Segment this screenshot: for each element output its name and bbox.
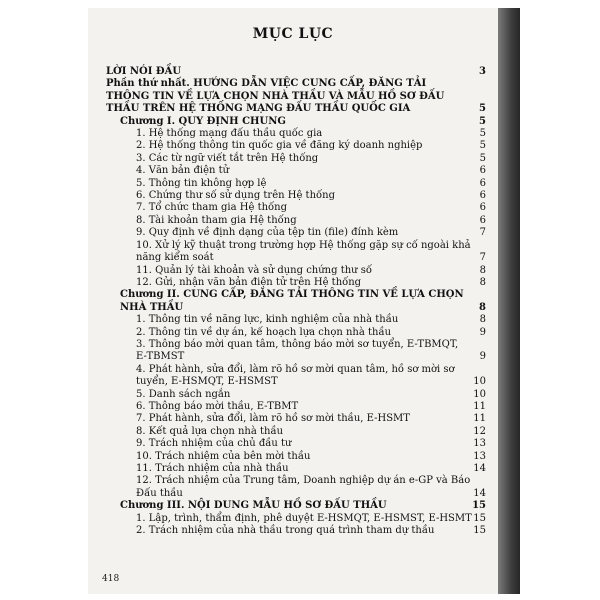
toc-entry xyxy=(106,314,486,326)
toc-entry-text: 5. Danh sách ngắn xyxy=(136,388,231,400)
toc-entry-page: 14 xyxy=(473,463,486,474)
toc-entry-text: 12. Trách nhiệm của Trung tâm, Doanh nghiệp dự án e-GP và Báo Đấu thầu xyxy=(136,475,471,499)
toc-entry-text: Phần thứ nhất. HƯỚNG DẪN VIỆC CUNG CẤP, ĐĂNG TẢI THÔNG TIN VỀ LỰA CHỌN NHÀ THẦU VÀ MẪU HỒ SƠ ĐẤU THẦU TRÊN HỆ THỐNG MẠNG ĐẤU THẦU QUỐC GIA xyxy=(106,78,445,115)
toc-entry-page: 15 xyxy=(473,512,486,524)
toc-entry-page: 5 xyxy=(479,152,486,164)
toc-entry-text: 7. Phát hành, sửa đổi, làm rõ hồ sơ mời thầu, E-HSMT xyxy=(136,413,410,425)
toc-entry xyxy=(106,153,486,165)
toc-entry-text: Chương II. CUNG CẤP, ĐĂNG TẢI THÔNG TIN VỀ LỰA CHỌN NHÀ THẦU xyxy=(120,289,464,313)
toc-entry xyxy=(106,389,486,401)
toc-entry-text: 11. Trách nhiệm của nhà thầu xyxy=(136,463,289,474)
toc-entry-page: 11 xyxy=(473,400,486,412)
toc-entry xyxy=(106,475,486,500)
toc-entry-page: 13 xyxy=(473,438,486,450)
toc-entry-page: 14 xyxy=(473,487,486,499)
toc-entry-text: 12. Gửi, nhận văn bản điện tử trên Hệ thống xyxy=(136,276,362,288)
toc-entry-text: 9. Quy định về định dạng của tệp tin (file) đính kèm xyxy=(136,227,399,239)
toc-entry-page: 8 xyxy=(479,264,486,276)
toc-entry-page: 6 xyxy=(479,177,486,189)
toc-entry-page: 11 xyxy=(473,413,486,425)
toc-entry-text: 4. Văn bản điện tử xyxy=(136,165,230,177)
toc-entry-page: 9 xyxy=(479,326,486,338)
toc-entry xyxy=(106,500,486,512)
table-of-contents xyxy=(106,66,486,537)
toc-entry xyxy=(106,202,486,214)
toc-entry xyxy=(106,525,486,537)
toc-entry xyxy=(106,140,486,152)
toc-entry xyxy=(106,463,486,475)
toc-entry xyxy=(106,128,486,140)
toc-entry xyxy=(106,438,486,450)
toc-entry-page: 8 xyxy=(479,301,486,313)
toc-entry-page: 8 xyxy=(479,276,486,288)
book-spine xyxy=(498,8,520,594)
toc-entry xyxy=(106,265,486,277)
toc-entry-page: 13 xyxy=(473,450,486,462)
toc-entry-page: 7 xyxy=(479,227,486,239)
toc-entry xyxy=(106,277,486,289)
toc-entry xyxy=(106,227,486,239)
toc-entry xyxy=(106,178,486,190)
toc-entry-text: 3. Thông báo mời quan tâm, thông báo mời sơ tuyển, E-TBMQT, E-TBMST xyxy=(136,338,459,363)
toc-entry-text: 10. Xử lý kỹ thuật trong trường hợp Hệ thống gặp sự cố ngoài khả năng kiểm soát xyxy=(136,239,471,264)
page-number: 418 xyxy=(102,574,120,584)
book-page xyxy=(88,8,499,594)
toc-entry-text: 9. Trách nhiệm của chủ đầu tư xyxy=(136,438,292,450)
toc-entry xyxy=(106,364,486,389)
toc-entry-text: 1. Hệ thống mạng đấu thầu quốc gia xyxy=(136,128,323,140)
toc-entry-text: 8. Tài khoản tham gia Hệ thống xyxy=(136,214,297,226)
toc-entry-page: 12 xyxy=(473,425,486,437)
toc-entry-page: 10 xyxy=(473,376,486,388)
toc-entry xyxy=(106,116,486,128)
page-title: MỤC LỤC xyxy=(252,26,334,42)
toc-entry-page: 6 xyxy=(479,214,486,226)
toc-entry-text: 2. Trách nhiệm của nhà thầu trong quá trình tham dự thầu xyxy=(136,525,435,537)
toc-entry xyxy=(106,327,486,339)
toc-entry xyxy=(106,240,486,265)
toc-entry-text: Chương I. QUY ĐỊNH CHUNG xyxy=(120,115,286,127)
toc-entry-text: 2. Hệ thống thông tin quốc gia về đăng ký doanh nghiệp xyxy=(136,140,423,152)
toc-entry xyxy=(106,66,486,78)
toc-entry xyxy=(106,78,486,115)
toc-entry-page: 5 xyxy=(479,115,486,127)
toc-entry xyxy=(106,165,486,177)
toc-entry-text: Chương III. NỘI DUNG MẪU HỒ SƠ ĐẤU THẦU xyxy=(120,500,387,512)
toc-entry-page: 5 xyxy=(479,140,486,152)
toc-entry-text: 1. Thông tin về năng lực, kinh nghiệm của nhà thầu xyxy=(136,314,399,326)
toc-entry xyxy=(106,190,486,202)
toc-entry-page: 5 xyxy=(479,103,486,115)
toc-entry-text: LỜI NÓI ĐẦU xyxy=(106,66,182,77)
toc-entry-page: 15 xyxy=(473,525,486,537)
toc-entry xyxy=(106,451,486,463)
toc-entry xyxy=(106,215,486,227)
toc-entry-page: 9 xyxy=(479,351,486,363)
toc-entry-text: 7. Tổ chức tham gia Hệ thống xyxy=(136,202,288,214)
toc-entry-text: 5. Thông tin không hợp lệ xyxy=(136,177,267,189)
toc-entry-page: 3 xyxy=(479,66,486,77)
toc-entry xyxy=(106,401,486,413)
toc-entry xyxy=(106,513,486,525)
toc-entry-text: 2. Thông tin về dự án, kế hoạch lựa chọn nhà thầu xyxy=(136,326,392,338)
toc-entry-page: 5 xyxy=(479,128,486,140)
toc-entry-text: 8. Kết quả lựa chọn nhà thầu xyxy=(136,425,284,437)
toc-entry-text: 6. Thông báo mời thầu, E-TBMT xyxy=(136,400,299,412)
toc-entry xyxy=(106,426,486,438)
toc-entry-text: 10. Trách nhiệm của bên mời thầu xyxy=(136,450,311,462)
toc-entry-page: 15 xyxy=(472,500,486,512)
toc-entry-page: 7 xyxy=(479,252,486,264)
toc-entry-text: 11. Quản lý tài khoản và sử dụng chứng thư số xyxy=(136,264,373,276)
toc-entry-page: 6 xyxy=(479,202,486,214)
toc-entry-page: 8 xyxy=(479,314,486,326)
toc-entry-page: 6 xyxy=(479,190,486,202)
toc-entry xyxy=(106,339,486,364)
toc-entry-text: 1. Lập, trình, thẩm định, phê duyệt E-HSMQT, E-HSMST, E-HSMT xyxy=(136,512,472,524)
toc-entry-page: 10 xyxy=(473,388,486,400)
toc-entry-text: 6. Chứng thư số sử dụng trên Hệ thống xyxy=(136,190,335,202)
toc-entry-text: 4. Phát hành, sửa đổi, làm rõ hồ sơ mời quan tâm, hồ sơ mời sơ tuyển, E-HSMQT, E-HSMST xyxy=(136,363,455,388)
toc-entry xyxy=(106,289,486,314)
toc-entry xyxy=(106,413,486,425)
toc-entry-text: 3. Các từ ngữ viết tắt trên Hệ thống xyxy=(136,152,319,164)
toc-entry-page: 6 xyxy=(479,165,486,177)
